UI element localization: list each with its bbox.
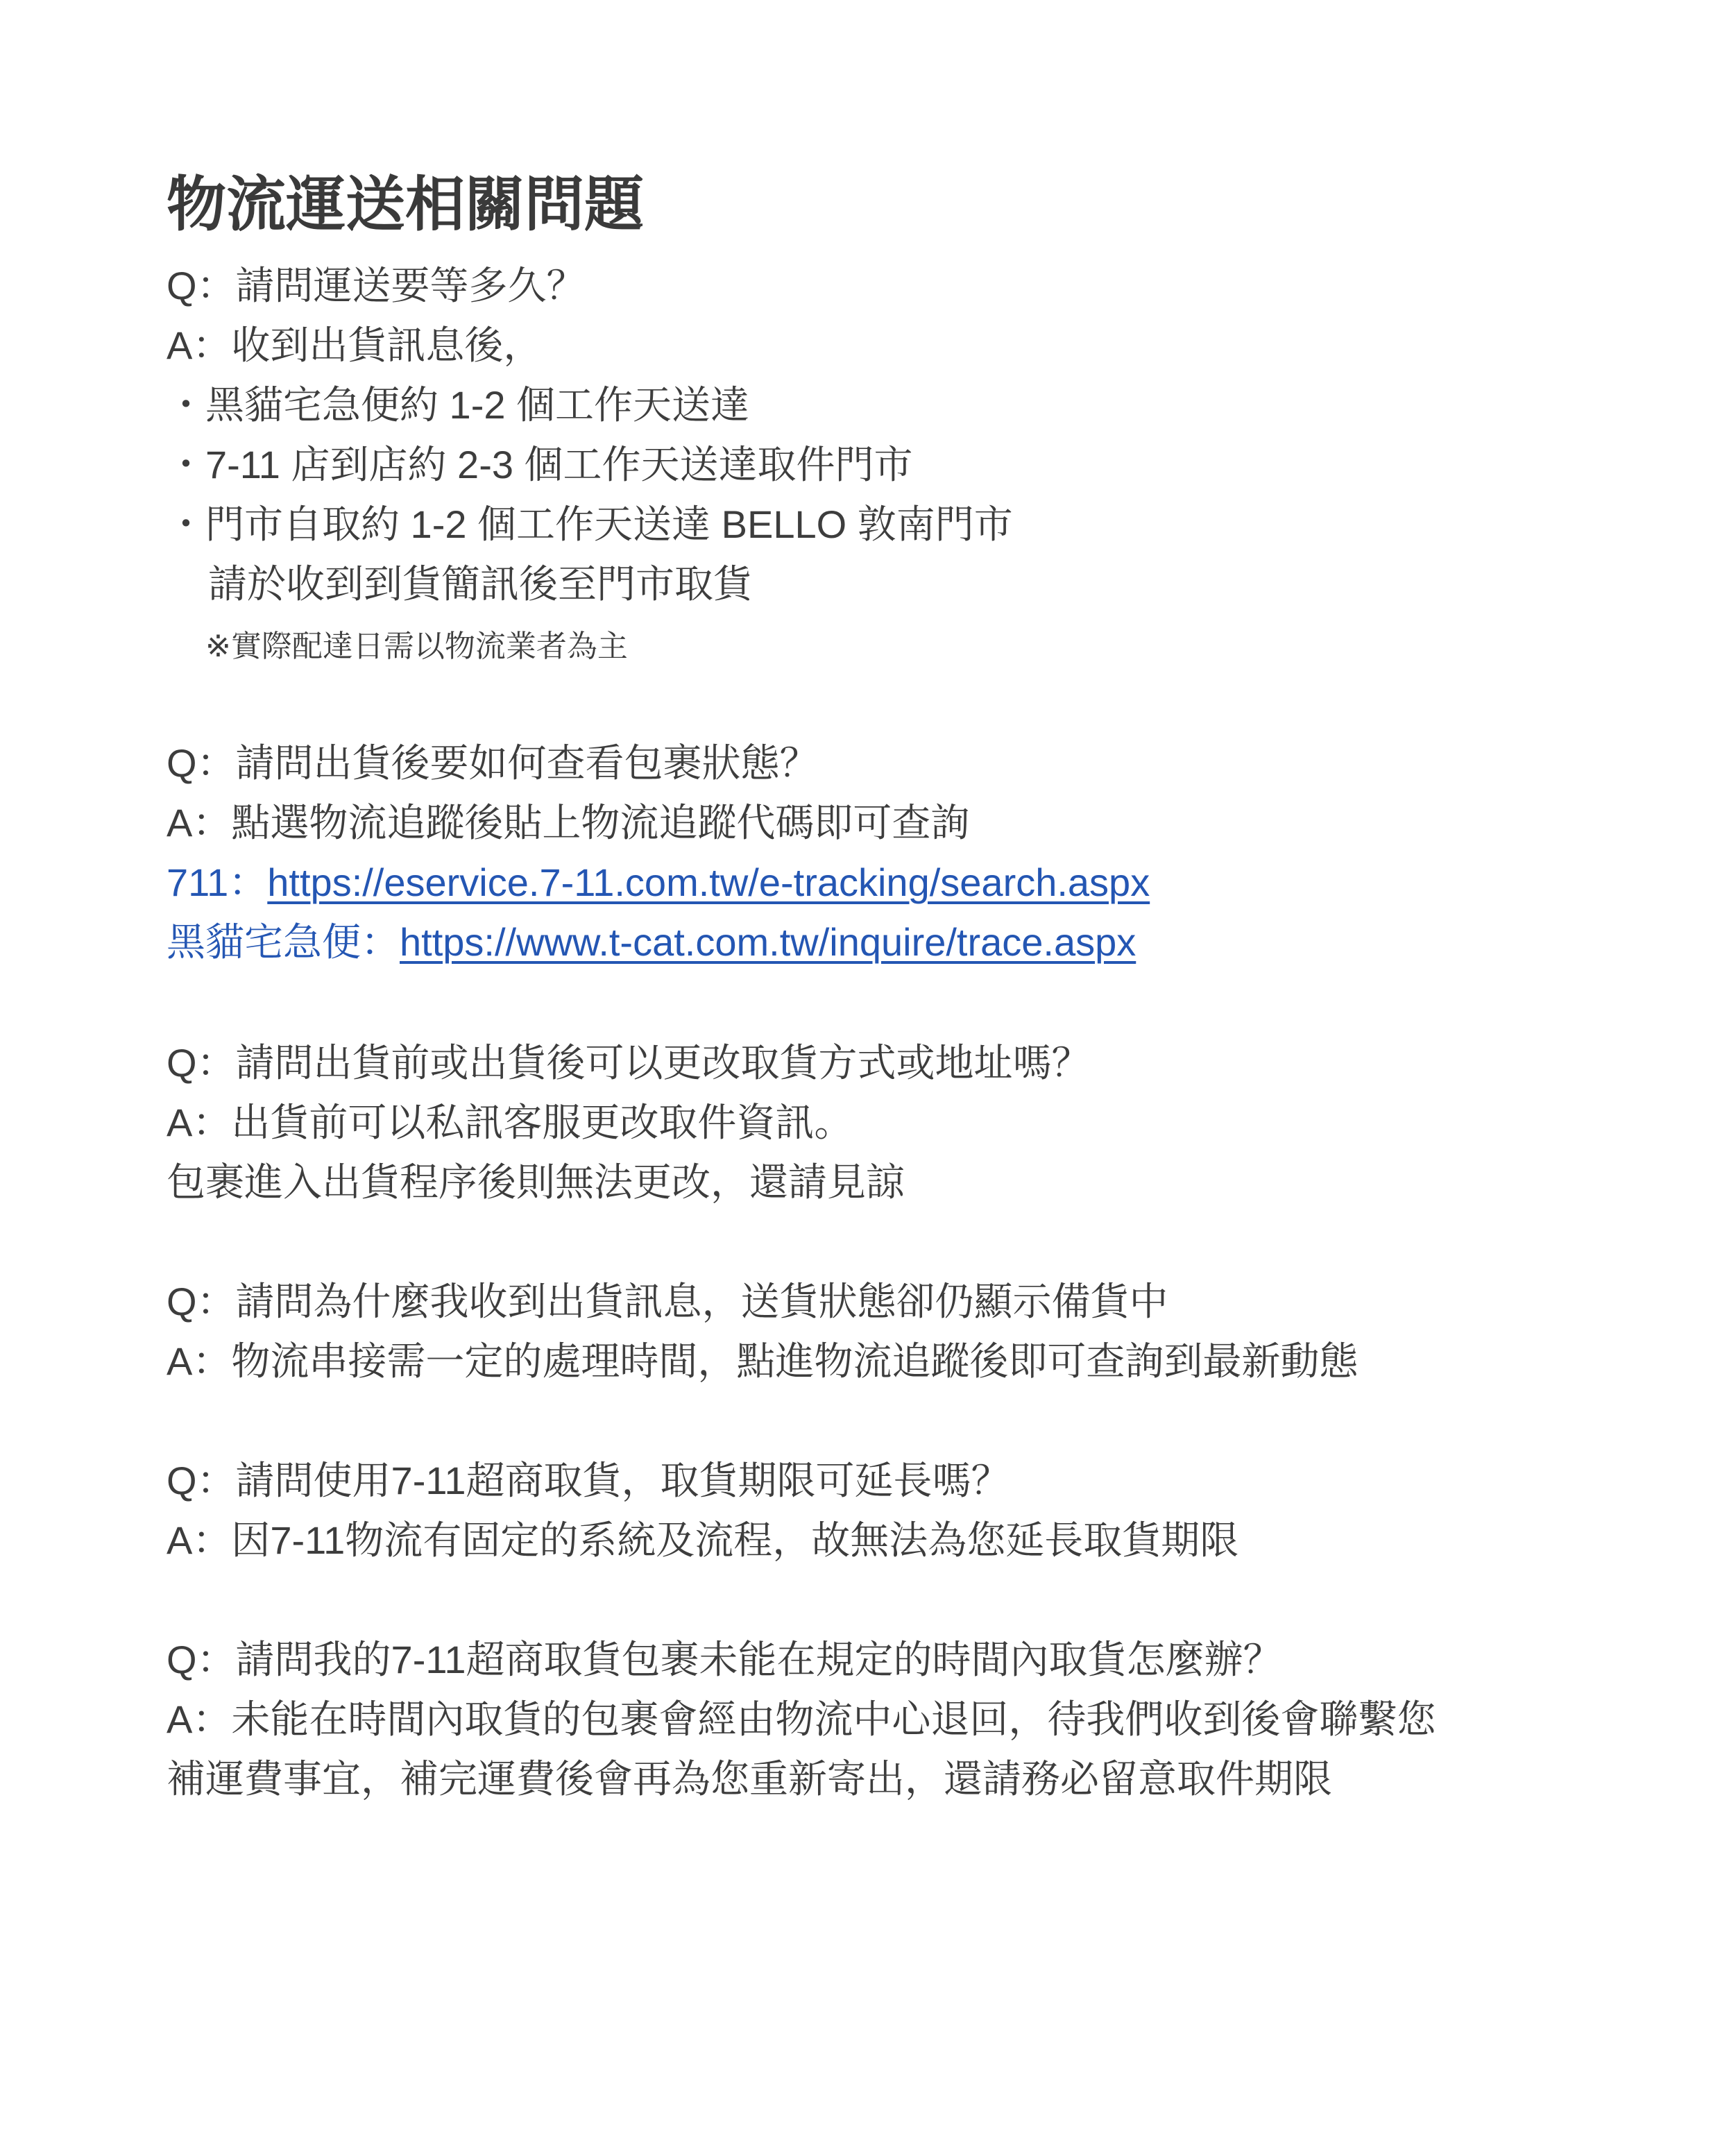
faq1-answer: A：收到出貨訊息後，: [167, 323, 543, 367]
tracking-tcat-row: [167, 915, 1136, 970]
faq3-answer: A：出貨前可以私訊客服更改取件資訊。: [167, 1101, 853, 1144]
faq6-answer-continued: 補運費事宜，補完運費後會再為您重新寄出，還請務必留意取件期限: [167, 1757, 1332, 1801]
faq2-question: Q：請問出貨後要如何查看包裹狀態？: [167, 741, 819, 785]
faq3-answer-continued: 包裹進入出貨程序後則無法更改，還請見諒: [167, 1160, 905, 1204]
page-title: 物流運送相關問題: [167, 171, 644, 238]
faq5-question: Q：請問使用7-11超商取貨，取貨期限可延長嗎？: [167, 1459, 1010, 1502]
faq6-question: Q：請問我的7-11超商取貨包裹未能在規定的時間內取貨怎麼辦？: [167, 1638, 1282, 1681]
faq1-bullet-711: ・7-11 店到店約 2-3 個工作天送達取件門市: [167, 443, 913, 486]
faq6-answer: A：未能在時間內取貨的包裹會經由物流中心退回，待我們收到後會聯繫您: [167, 1697, 1436, 1741]
tracking-tcat-link[interactable]: https://www.t-cat.com.tw/inquire/trace.aspx: [400, 920, 1136, 964]
faq2-answer: A：點選物流追蹤後貼上物流追蹤代碼即可查詢: [167, 801, 970, 844]
faq4-answer: A：物流串接需一定的處理時間，點進物流追蹤後即可查詢到最新動態: [167, 1339, 1359, 1383]
faq5-answer: A：因7-11物流有固定的系統及流程，故無法為您延長取貨期限: [167, 1518, 1239, 1562]
faq1-bullet-pickup: ・門市自取約 1-2 個工作天送達 BELLO 敦南門市: [167, 502, 1013, 546]
faq1-bullet-pickup-continued: 請於收到到貨簡訊後至門市取貨: [208, 562, 752, 606]
faq3-question: Q：請問出貨前或出貨後可以更改取貨方式或地址嗎？: [167, 1041, 1091, 1085]
faq1-note: ※實際配達日需以物流業者為主: [205, 629, 628, 663]
faq1-question: Q：請問運送要等多久？: [167, 264, 586, 307]
tracking-tcat-label: 黑貓宅急便：: [167, 920, 400, 964]
faq4-question: Q：請問為什麼我收到出貨訊息，送貨狀態卻仍顯示備貨中: [167, 1280, 1168, 1323]
tracking-711-link[interactable]: https://eservice.7-11.com.tw/e-tracking/search.aspx: [267, 860, 1150, 904]
faq1-bullet-tcat: ・黑貓宅急便約 1-2 個工作天送達: [167, 383, 750, 427]
tracking-711-label: 711：: [167, 860, 268, 904]
tracking-711-row: [167, 855, 1150, 910]
